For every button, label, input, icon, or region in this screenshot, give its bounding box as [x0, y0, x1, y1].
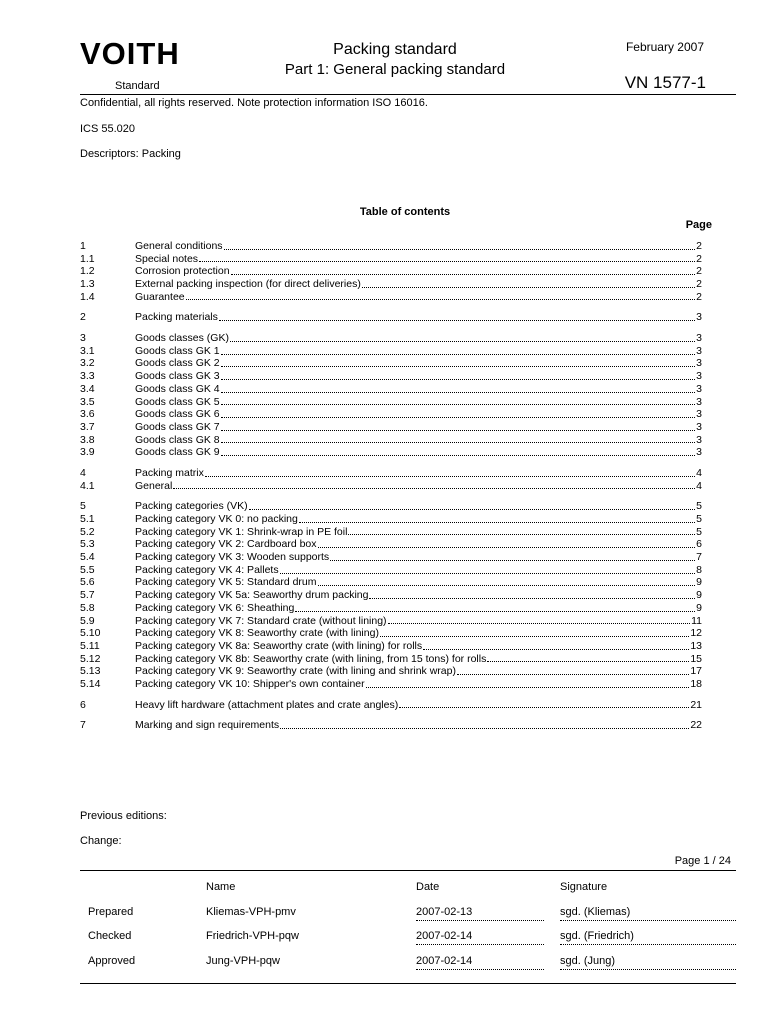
toc-leader-dots: [221, 430, 696, 431]
date-header: Date: [416, 881, 440, 893]
toc-entry-number: 3.5: [80, 395, 95, 408]
toc-entry-number: 1.4: [80, 290, 95, 303]
header-divider: [80, 94, 736, 95]
toc-entry: [80, 627, 702, 640]
toc-leader-dots: [423, 649, 689, 650]
toc-entry-number: 5.13: [80, 665, 101, 678]
toc-entry-title: General: [135, 479, 173, 492]
toc-entry-title: Packing category VK 5: Standard drum: [135, 576, 317, 589]
toc-entry: [80, 640, 702, 653]
toc-entry-page: 5: [696, 500, 702, 513]
role-cell: Prepared: [88, 905, 134, 918]
toc-entry: [80, 526, 702, 539]
toc-leader-dots: [318, 585, 696, 586]
toc-entry-page: 3: [696, 408, 702, 421]
date-cell: 2007-02-13: [416, 906, 544, 921]
name-cell: Kliemas-VPH-pmv: [206, 905, 296, 918]
toc-entry-title: Goods class GK 3: [135, 370, 220, 383]
toc-entry: [80, 370, 702, 383]
toc-entry-page: 7: [696, 551, 702, 564]
toc-entry-page: 3: [696, 344, 702, 357]
toc-entry-number: 5.2: [80, 525, 95, 538]
toc-entry-number: 5.12: [80, 652, 101, 665]
toc-leader-dots: [221, 392, 696, 393]
toc-entry-number: 5.3: [80, 538, 95, 551]
toc-entry-page: 11: [691, 614, 702, 627]
toc-entry-number: 3.1: [80, 344, 95, 357]
toc-entry: [80, 538, 702, 551]
signature-header: Signature: [560, 881, 608, 893]
toc-leader-dots: [299, 522, 695, 523]
toc-entry: [80, 434, 702, 447]
toc-entry-title: General conditions: [135, 239, 223, 252]
toc-entry-number: 1.1: [80, 252, 95, 265]
toc-entry-page: 5: [696, 513, 702, 526]
toc-entry-number: 3.9: [80, 446, 95, 459]
toc-entry-title: Goods class GK 1: [135, 344, 220, 357]
toc-entry: [80, 291, 702, 304]
footer-bottom-divider: [80, 983, 736, 984]
company-logo: VOITH: [80, 36, 180, 71]
toc-entry-page: 3: [696, 382, 702, 395]
document-date: February 2007: [625, 40, 704, 54]
toc-entry-title: Packing category VK 10: Shipper's own container: [135, 677, 365, 690]
toc-entry-number: 4: [80, 466, 86, 479]
document-title: Packing standard: [333, 41, 457, 58]
toc-entry-page: 9: [696, 576, 702, 589]
toc-leader-dots: [457, 674, 689, 675]
table-of-contents: [80, 240, 702, 732]
toc-entry-number: 1: [80, 239, 86, 252]
toc-entry: [80, 653, 702, 666]
role-cell: Checked: [88, 930, 132, 942]
toc-entry-page: 15: [690, 652, 702, 665]
toc-entry-page: 5: [696, 525, 702, 538]
toc-entry-title: Packing matrix: [135, 466, 204, 479]
toc-entry: [80, 551, 702, 564]
toc-entry-title: Packing categories (VK): [135, 500, 248, 513]
toc-entry: [80, 396, 702, 409]
toc-page-header: Page: [685, 219, 712, 231]
toc-entry-title: Goods classes (GK): [135, 332, 229, 345]
toc-entry-title: Packing category VK 5a: Seaworthy drum packing: [135, 589, 369, 602]
toc-entry-title: Goods class GK 2: [135, 357, 220, 370]
toc-entry: [80, 278, 702, 291]
toc-entry-page: 3: [696, 370, 702, 383]
toc-entry-title: Packing category VK 3: Wooden supports: [135, 551, 330, 564]
date-cell: 2007-02-14: [416, 955, 544, 970]
toc-leader-dots: [318, 547, 696, 548]
date-cell: 2007-02-14: [416, 930, 544, 945]
toc-entry: [80, 615, 702, 628]
document-number: VN 1577-1: [624, 73, 706, 92]
toc-leader-dots: [348, 534, 695, 535]
toc-entry-title: Goods class GK 9: [135, 446, 220, 459]
toc-entry: [80, 421, 702, 434]
toc-entry-title: Packing category VK 8a: Seaworthy crate (with lining) for rolls: [135, 639, 423, 652]
toc-entry: [80, 665, 702, 678]
toc-entry-number: 5.7: [80, 589, 95, 602]
toc-entry-number: 5.4: [80, 551, 95, 564]
toc-entry-number: 5.6: [80, 576, 95, 589]
toc-entry: [80, 332, 702, 345]
descriptors: Descriptors: Packing: [80, 148, 181, 160]
toc-entry-page: 2: [696, 278, 702, 291]
toc-entry-page: 2: [696, 239, 702, 252]
toc-leader-dots: [369, 598, 695, 599]
toc-entry-number: 5.14: [80, 677, 101, 690]
toc-leader-dots: [221, 404, 696, 405]
toc-entry: [80, 500, 702, 513]
toc-entry-title: Packing category VK 6: Sheathing: [135, 601, 295, 614]
toc-entry: [80, 513, 702, 526]
toc-entry-title: Packing category VK 9: Seaworthy crate (with lining and shrink wrap): [135, 665, 456, 678]
toc-entry: [80, 358, 702, 371]
signature-cell: sgd. (Kliemas): [560, 906, 736, 921]
toc-entry-title: Goods class GK 6: [135, 408, 220, 421]
toc-entry-number: 6: [80, 698, 86, 711]
toc-entry: [80, 602, 702, 615]
toc-entry-title: Guarantee: [135, 290, 185, 303]
toc-leader-dots: [221, 442, 696, 443]
toc-entry-number: 5.10: [80, 627, 101, 640]
toc-leader-dots: [221, 379, 696, 380]
toc-entry: [80, 480, 702, 493]
toc-entry-page: 18: [690, 677, 702, 690]
toc-entry-number: 3.6: [80, 408, 95, 421]
name-cell: Friedrich-VPH-pqw: [206, 930, 299, 942]
signature-cell: sgd. (Jung): [560, 955, 736, 970]
toc-leader-dots: [221, 417, 696, 418]
toc-entry-title: External packing inspection (for direct deliveries): [135, 278, 361, 291]
toc-entry-title: Packing category VK 7: Standard crate (without lining): [135, 614, 387, 627]
toc-entry-number: 3.2: [80, 357, 95, 370]
toc-entry-title: Goods class GK 7: [135, 420, 220, 433]
toc-entry: [80, 589, 702, 602]
toc-entry-title: Packing category VK 0: no packing: [135, 513, 298, 526]
toc-entry-number: 3.3: [80, 370, 95, 383]
toc-entry-title: Marking and sign requirements: [135, 719, 280, 732]
toc-entry-number: 2: [80, 311, 86, 324]
toc-entry: [80, 253, 702, 266]
toc-entry-number: 5.9: [80, 614, 95, 627]
toc-leader-dots: [186, 299, 696, 300]
toc-entry-page: 3: [696, 446, 702, 459]
toc-entry: [80, 383, 702, 396]
toc-entry-number: 5.8: [80, 601, 95, 614]
toc-entry: [80, 311, 702, 324]
toc-entry: [80, 564, 702, 577]
toc-leader-dots: [230, 341, 695, 342]
toc-entry-number: 5: [80, 500, 86, 513]
toc-leader-dots: [231, 274, 696, 275]
toc-entry-page: 3: [696, 311, 702, 324]
toc-entry-title: Corrosion protection: [135, 265, 230, 278]
toc-entry-page: 9: [696, 601, 702, 614]
toc-entry: [80, 577, 702, 590]
toc-leader-dots: [280, 728, 689, 729]
toc-entry-number: 4.1: [80, 479, 95, 492]
toc-leader-dots: [221, 455, 696, 456]
toc-entry-number: 3.7: [80, 420, 95, 433]
toc-entry-page: 3: [696, 395, 702, 408]
previous-editions: Previous editions:: [80, 810, 167, 822]
toc-entry-title: Packing category VK 2: Cardboard box: [135, 538, 317, 551]
toc-entry-page: 8: [696, 563, 702, 576]
toc-entry-title: Goods class GK 4: [135, 382, 220, 395]
toc-entry-number: 3: [80, 332, 86, 345]
page-number: Page 1 / 24: [674, 855, 731, 867]
change-label: Change:: [80, 835, 122, 847]
toc-entry: [80, 446, 702, 459]
document-subtitle: Part 1: General packing standard: [284, 61, 506, 78]
toc-entry-page: 3: [696, 357, 702, 370]
toc-entry: [80, 719, 702, 732]
toc-entry-page: 13: [690, 639, 702, 652]
toc-leader-dots: [399, 707, 689, 708]
toc-entry-page: 4: [696, 479, 702, 492]
toc-entry-number: 3.4: [80, 382, 95, 395]
toc-entry-page: 3: [696, 433, 702, 446]
toc-leader-dots: [221, 354, 696, 355]
toc-entry-title: Special notes: [135, 252, 199, 265]
logo-sublabel: Standard: [115, 80, 160, 92]
toc-entry-page: 17: [690, 665, 702, 678]
toc-entry: [80, 265, 702, 278]
name-header: Name: [206, 881, 236, 893]
footer-divider: [80, 870, 736, 871]
toc-entry-page: 4: [696, 466, 702, 479]
toc-leader-dots: [173, 488, 695, 489]
role-cell: Approved: [88, 954, 136, 967]
toc-entry-page: 3: [696, 420, 702, 433]
toc-leader-dots: [205, 476, 695, 477]
toc-entry-number: 5.5: [80, 563, 95, 576]
toc-entry: [80, 408, 702, 421]
toc-entry-page: 2: [696, 265, 702, 278]
toc-leader-dots: [224, 249, 696, 250]
toc-leader-dots: [366, 687, 690, 688]
toc-leader-dots: [487, 661, 689, 662]
toc-leader-dots: [221, 366, 696, 367]
toc-entry-title: Goods class GK 5: [135, 395, 220, 408]
toc-entry-title: Packing category VK 1: Shrink-wrap in PE foil: [135, 525, 348, 538]
toc-entry-title: Goods class GK 8: [135, 433, 220, 446]
toc-entry-page: 9: [696, 589, 702, 602]
toc-entry-page: 21: [690, 698, 702, 711]
toc-leader-dots: [280, 573, 696, 574]
signature-cell: sgd. (Friedrich): [560, 930, 736, 945]
toc-entry: [80, 345, 702, 358]
toc-entry: [80, 240, 702, 253]
toc-leader-dots: [330, 560, 695, 561]
toc-entry-page: 6: [696, 538, 702, 551]
confidentiality-note: Confidential, all rights reserved. Note protection information ISO 16016.: [80, 97, 428, 109]
toc-entry-number: 3.8: [80, 433, 95, 446]
ics-code: ICS 55.020: [80, 123, 136, 135]
toc-entry-title: Heavy lift hardware (attachment plates and crate angles): [135, 698, 399, 711]
toc-entry-page: 12: [690, 627, 702, 640]
toc-leader-dots: [362, 287, 695, 288]
toc-leader-dots: [380, 636, 689, 637]
toc-entry-number: 7: [80, 719, 86, 732]
toc-entry-page: 2: [696, 252, 702, 265]
toc-entry-title: Packing materials: [135, 311, 218, 324]
toc-entry: [80, 467, 702, 480]
toc-title: Table of contents: [359, 206, 451, 218]
toc-leader-dots: [199, 261, 695, 262]
name-cell: Jung-VPH-pqw: [206, 954, 280, 967]
toc-entry-page: 2: [696, 290, 702, 303]
toc-entry-title: Packing category VK 4: Pallets: [135, 563, 279, 576]
toc-entry: [80, 678, 702, 691]
toc-leader-dots: [295, 611, 695, 612]
toc-entry: [80, 699, 702, 712]
toc-entry-title: Packing category VK 8: Seaworthy crate (with lining): [135, 627, 379, 640]
toc-leader-dots: [219, 320, 695, 321]
toc-entry-page: 22: [690, 719, 702, 732]
toc-entry-number: 5.1: [80, 513, 95, 526]
toc-leader-dots: [388, 623, 691, 624]
toc-entry-page: 3: [696, 332, 702, 345]
toc-entry-number: 1.3: [80, 278, 95, 291]
toc-leader-dots: [249, 509, 696, 510]
toc-entry-number: 5.11: [80, 639, 100, 652]
toc-entry-number: 1.2: [80, 265, 95, 278]
toc-entry-title: Packing category VK 8b: Seaworthy crate (with lining, from 15 tons) for rolls: [135, 652, 487, 665]
